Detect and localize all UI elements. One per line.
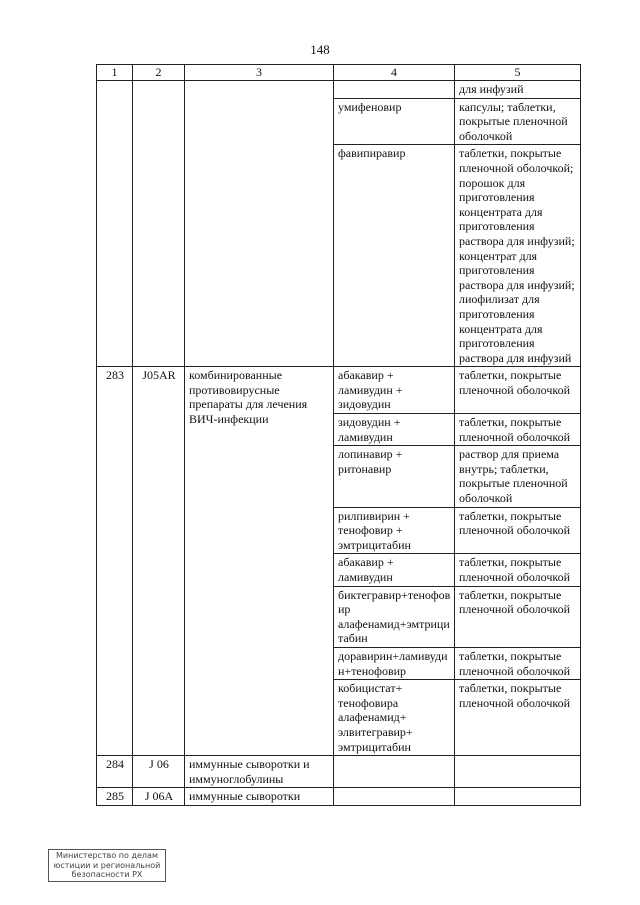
drug-name-cell: кобицистат+ тенофовира алафенамид+ элвитегравир+ эмтрицитабин bbox=[334, 680, 455, 756]
dosage-form-cell: таблетки, покрытые пленочной оболочкой bbox=[455, 680, 581, 756]
atc-code-cell: J 06A bbox=[133, 788, 185, 806]
table-row bbox=[97, 788, 581, 806]
table-header-row bbox=[97, 65, 581, 81]
group-name-cell: иммунные сыворотки bbox=[185, 788, 334, 806]
group-name-cell: комбинированные противовирусные препараты для лечения ВИЧ-инфекции bbox=[185, 367, 334, 756]
page-number: 148 bbox=[310, 42, 330, 57]
column-header: 1 bbox=[97, 65, 133, 81]
atc-code-cell: J05AR bbox=[133, 367, 185, 756]
empty-cell bbox=[97, 81, 133, 367]
table-row bbox=[97, 81, 581, 99]
empty-cell bbox=[455, 756, 581, 788]
empty-cell bbox=[133, 81, 185, 367]
table-row bbox=[97, 756, 581, 788]
dosage-form-cell: капсулы; таблетки, покрытые пленочной оболочкой bbox=[455, 98, 581, 145]
drug-name-cell: абакавир + ламивудин + зидовудин bbox=[334, 367, 455, 414]
drug-name-cell: лопинавир + ритонавир bbox=[334, 446, 455, 507]
table-row bbox=[97, 367, 581, 414]
row-number-cell: 285 bbox=[97, 788, 133, 806]
dosage-form-cell: таблетки, покрытые пленочной оболочкой; порошок для приготовления концентрата для приготовления раствора для инфузий; концентрат для приготовления раствора для инфузий; лиофилизат для приготовления концентрата для приготовления раствора для инфузий bbox=[455, 145, 581, 367]
column-header: 2 bbox=[133, 65, 185, 81]
drug-name-cell: биктегравир+тенофовир алафенамид+эмтрицитабин bbox=[334, 586, 455, 647]
empty-cell bbox=[185, 81, 334, 367]
empty-cell bbox=[334, 788, 455, 806]
drug-name-cell: зидовудин + ламивудин bbox=[334, 414, 455, 446]
drug-table bbox=[96, 64, 581, 806]
column-header: 5 bbox=[455, 65, 581, 81]
dosage-form-cell: таблетки, покрытые пленочной оболочкой bbox=[455, 586, 581, 647]
dosage-form-cell: таблетки, покрытые пленочной оболочкой bbox=[455, 414, 581, 446]
row-number-cell: 283 bbox=[97, 367, 133, 756]
drug-name-cell: доравирин+ламивудин+тенофовир bbox=[334, 647, 455, 679]
empty-cell bbox=[334, 81, 455, 99]
atc-code-cell: J 06 bbox=[133, 756, 185, 788]
drug-name-cell: абакавир + ламивудин bbox=[334, 554, 455, 586]
dosage-form-cell: таблетки, покрытые пленочной оболочкой bbox=[455, 507, 581, 554]
empty-cell bbox=[455, 788, 581, 806]
column-header: 3 bbox=[185, 65, 334, 81]
dosage-form-cell: раствор для приема внутрь; таблетки, покрытые пленочной оболочкой bbox=[455, 446, 581, 507]
column-header: 4 bbox=[334, 65, 455, 81]
ministry-stamp: Министерство по делам юстиции и региональной безопасности РХ bbox=[48, 849, 166, 882]
dosage-form-cell: таблетки, покрытые пленочной оболочкой bbox=[455, 367, 581, 414]
dosage-form-cell: таблетки, покрытые пленочной оболочкой bbox=[455, 647, 581, 679]
dosage-form-cell: таблетки, покрытые пленочной оболочкой bbox=[455, 554, 581, 586]
row-number-cell: 284 bbox=[97, 756, 133, 788]
drug-name-cell: умифеновир bbox=[334, 98, 455, 145]
group-name-cell: иммунные сыворотки и иммуноглобулины bbox=[185, 756, 334, 788]
drug-name-cell: рилпивирин + тенофовир + эмтрицитабин bbox=[334, 507, 455, 554]
drug-name-cell: фавипиравир bbox=[334, 145, 455, 367]
dosage-form-cell: для инфузий bbox=[455, 81, 581, 99]
empty-cell bbox=[334, 756, 455, 788]
